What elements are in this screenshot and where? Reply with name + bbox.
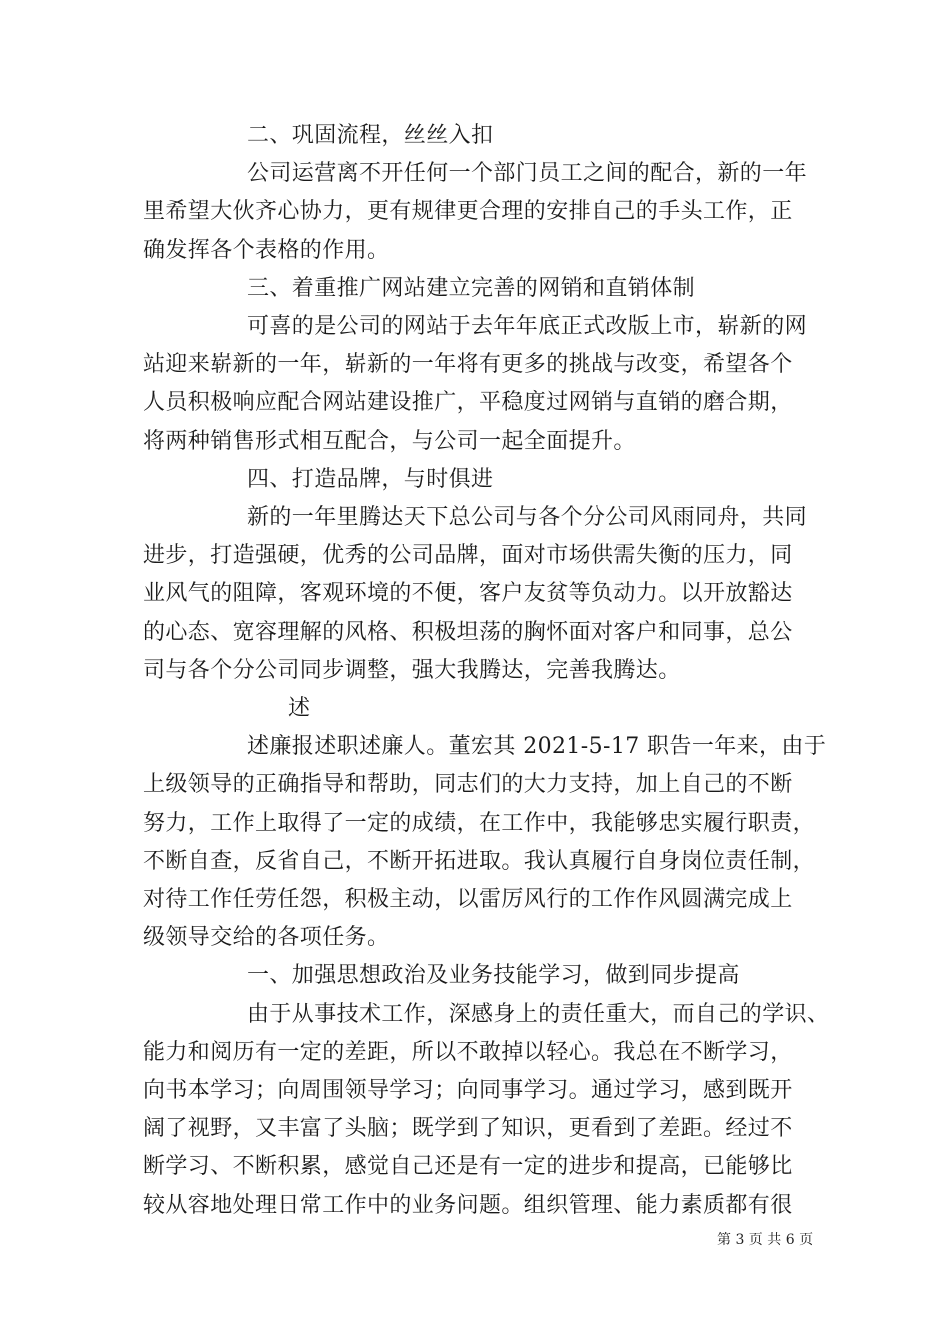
text-line: 站迎来崭新的一年，崭新的一年将有更多的挑战与改变，希望各个 [143, 352, 793, 378]
page-number: 第 3 页 共 6 页 [717, 1232, 814, 1248]
text-line: 业风气的阻障，客观环境的不便，客户友贫等负动力。以开放豁达 [143, 581, 793, 607]
text-line: 能力和阅历有一定的差距，所以不敢掉以轻心。我总在不断学习， [143, 1039, 793, 1065]
document-body [143, 117, 830, 1225]
text-line: 人员积极响应配合网站建设推广，平稳度过网销与直销的磨合期， [143, 390, 793, 416]
text-line: 确发挥各个表格的作用。 [143, 237, 390, 263]
text-line: 里希望大伙齐心协力，更有规律更合理的安排自己的手头工作，正 [143, 199, 793, 225]
text-line: 上级领导的正确指导和帮助，同志们的大力支持，加上自己的不断 [143, 772, 793, 798]
text-line: 述廉报述职述廉人。董宏其 2021-5-17 职告一年来，由于 [247, 734, 827, 760]
text-line: 由于从事技术工作，深感身上的责任重大，而自己的学识、 [247, 1001, 830, 1027]
text-line: 努力，工作上取得了一定的成绩，在工作中，我能够忠实履行职责， [143, 810, 816, 836]
text-line: 级领导交给的各项任务。 [143, 925, 390, 951]
text-line: 司与各个分公司同步调整，强大我腾达，完善我腾达。 [143, 657, 681, 683]
text-line: 新的一年里腾达天下总公司与各个分公司风雨同舟，共同 [247, 505, 808, 531]
text-line: 述 [288, 696, 311, 722]
text-line: 进步，打造强硬，优秀的公司品牌，面对市场供需失衡的压力，同 [143, 543, 793, 569]
text-line: 将两种销售形式相互配合，与公司一起全面提升。 [143, 428, 636, 454]
text-line: 的心态、宽容理解的风格、积极坦荡的胸怀面对客户和同事，总公 [143, 619, 793, 645]
text-line: 公司运营离不开任何一个部门员工之间的配合，新的一年 [247, 161, 808, 187]
text-line: 三、着重推广网站建立完善的网销和直销体制 [247, 275, 696, 301]
text-line: 可喜的是公司的网站于去年年底正式改版上市，崭新的网 [247, 314, 808, 340]
text-line: 不断自查，反省自己，不断开拓进取。我认真履行自身岗位责任制， [143, 848, 816, 874]
text-line: 较从容地处理日常工作中的业务问题。组织管理、能力素质都有很 [143, 1192, 793, 1218]
text-line: 四、打造品牌，与时俱进 [247, 466, 494, 492]
text-line: 断学习、不断积累，感觉自己还是有一定的进步和提高，已能够比 [143, 1154, 793, 1180]
text-line: 阔了视野，又丰富了头脑；既学到了知识，更看到了差距。经过不 [143, 1116, 793, 1142]
text-line: 对待工作任劳任怨，积极主动，以雷厉风行的工作作风圆满完成上 [143, 887, 793, 913]
text-line: 一、加强思想政治及业务技能学习，做到同步提高 [247, 963, 740, 989]
text-line: 二、巩固流程，丝丝入扣 [247, 123, 494, 148]
text-line: 向书本学习；向周围领导学习；向同事学习。通过学习，感到既开 [143, 1078, 793, 1104]
